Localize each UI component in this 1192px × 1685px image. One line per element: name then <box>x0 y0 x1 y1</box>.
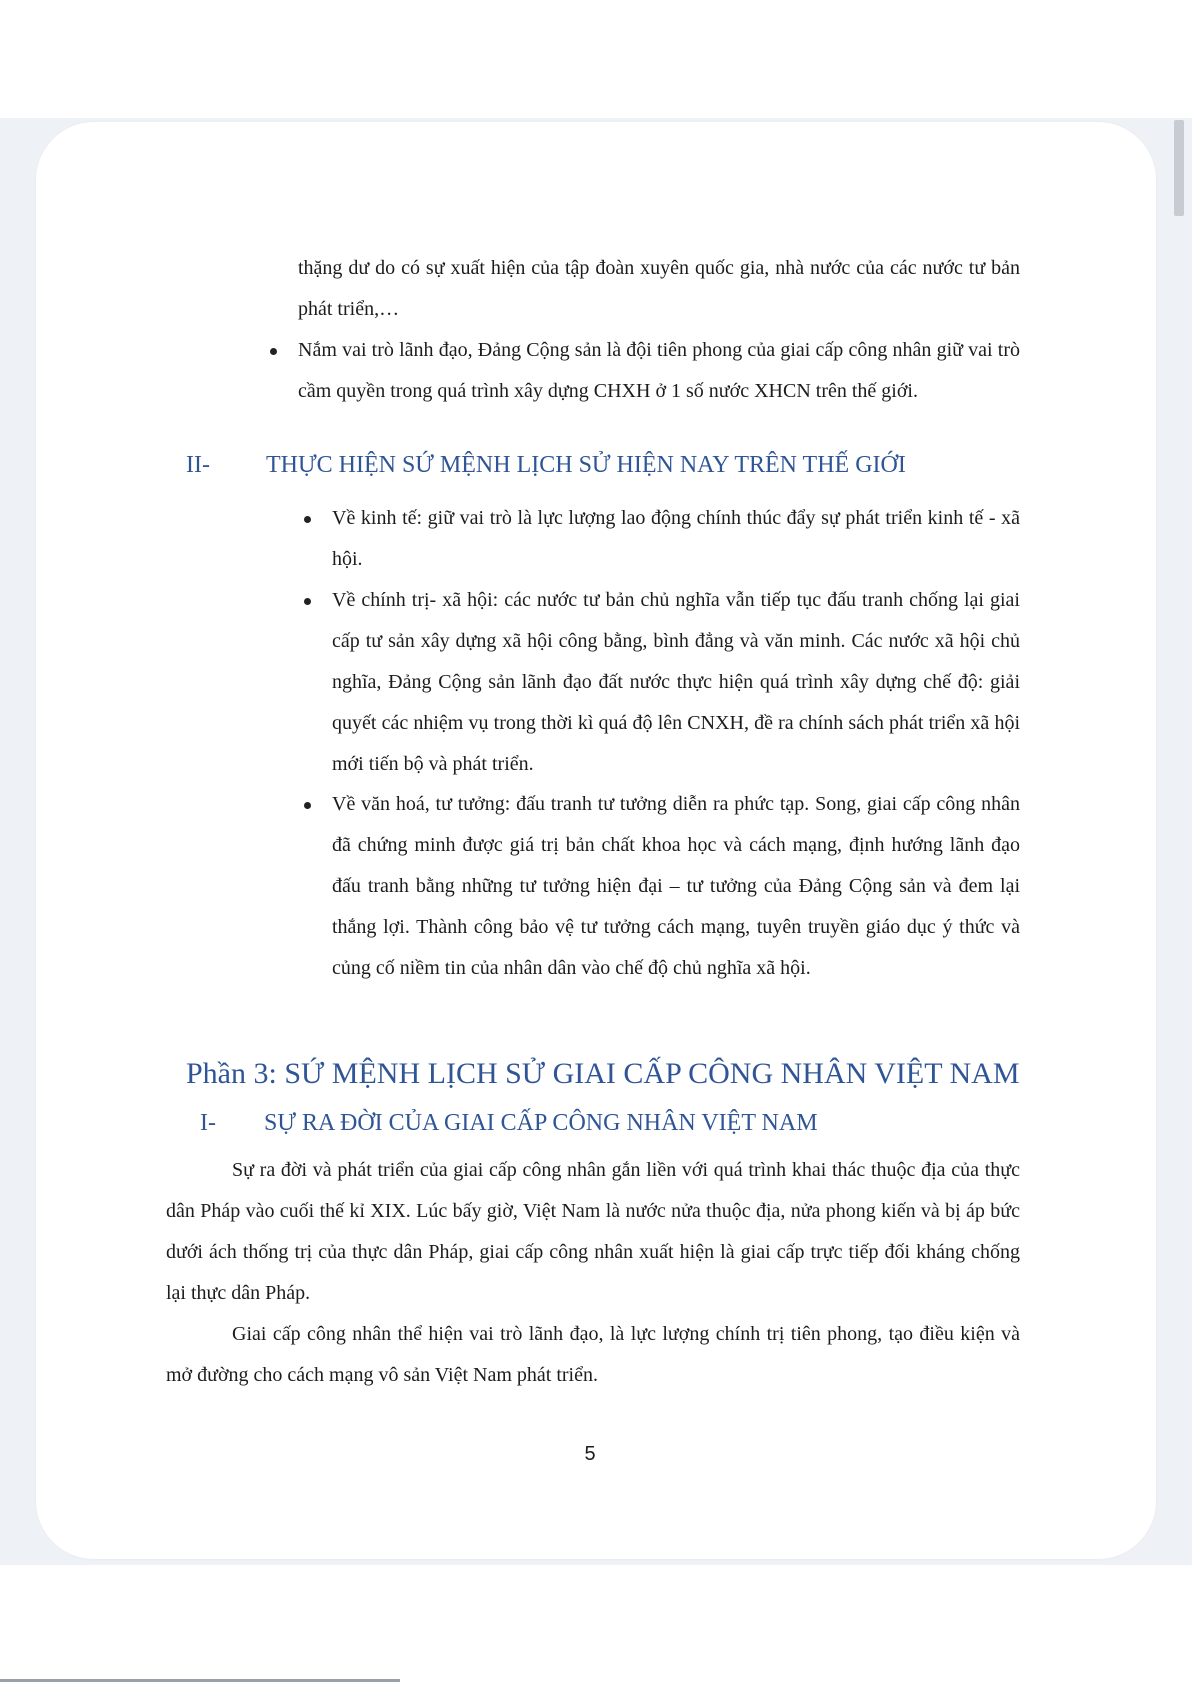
page-number: 5 <box>584 1443 596 1465</box>
section-title: SỰ RA ĐỜI CỦA GIAI CẤP CÔNG NHÂN VIỆT NAM <box>264 1110 818 1136</box>
part-title: Phần 3: SỨ MỆNH LỊCH SỬ GIAI CẤP CÔNG NHÂN VIỆT NAM <box>186 1057 1020 1090</box>
loading-progress-bar <box>0 1679 400 1682</box>
bullet-culture: Về văn hoá, tư tưởng: đấu tranh tư tưởng diễn ra phức tạp. Song, giai cấp công nhân đã chứng minh được giá trị bản chất khoa học và cách mạng, định hướng lãnh đạo đấu tranh bằng những tư tưởng hiện đại – tư tưởng của Đảng Cộng sản và đem lại thắng lợi. Thành công bảo vệ tư tưởng cách mạng, tuyên truyền giáo dục ý thức và củng cố niềm tin của nhân dân vào chế độ chủ nghĩa xã hội. <box>332 793 1020 979</box>
scrollbar-thumb[interactable] <box>1174 120 1184 216</box>
bullet-icon <box>304 516 311 523</box>
bullet-politics: Về chính trị- xã hội: các nước tư bản chủ nghĩa vẫn tiếp tục đấu tranh chống lại giai cấp tư sản xây dựng xã hội công bằng, bình đẳng và văn minh. Các nước xã hội chủ nghĩa, Đảng Cộng sản lãnh đạo đất nước thực hiện quá trình xây dựng chế độ: giải quyết các nhiệm vụ trong thời kì quá độ lên CNXH, đề ra chính sách phát triển xã hội mới tiến bộ và phát triển. <box>332 589 1020 775</box>
bullet-economy: Về kinh tế: giữ vai trò là lực lượng lao động chính thúc đẩy sự phát triển kinh tế - xã hội. <box>332 507 1020 570</box>
paragraph: Sự ra đời và phát triển của giai cấp công nhân gắn liền với quá trình khai thác thuộc địa của thực dân Pháp vào cuối thế kỉ XIX. Lúc bấy giờ, Việt Nam là nước nửa thuộc địa, nửa phong kiến và bị áp bức dưới ách thống trị của thực dân Pháp, giai cấp công nhân xuất hiện là giai cấp trực tiếp đối kháng chống lại thực dân Pháp. <box>166 1159 1020 1304</box>
bullet-leadership: Nắm vai trò lãnh đạo, Đảng Cộng sản là đội tiên phong của giai cấp công nhân giữ vai trò cầm quyền trong quá trình xây dựng CHXH ở 1 số nước XHCN trên thế giới. <box>298 339 1020 402</box>
section-number: II- <box>186 452 210 478</box>
bullet-icon <box>270 348 277 355</box>
section-number: I- <box>200 1110 216 1136</box>
section-title: THỰC HIỆN SỨ MỆNH LỊCH SỬ HIỆN NAY TRÊN THẾ GIỚI <box>266 452 906 478</box>
bullet-icon <box>304 802 311 809</box>
paragraph: Giai cấp công nhân thể hiện vai trò lãnh đạo, là lực lượng chính trị tiên phong, tạo điều kiện và mở đường cho cách mạng vô sản Việt Nam phát triển. <box>166 1323 1020 1386</box>
continuation-text: thặng dư do có sự xuất hiện của tập đoàn xuyên quốc gia, nhà nước của các nước tư bản phát triển,… <box>298 257 1020 320</box>
scrollbar-track[interactable] <box>1170 118 1192 1565</box>
bullet-icon <box>304 598 311 605</box>
